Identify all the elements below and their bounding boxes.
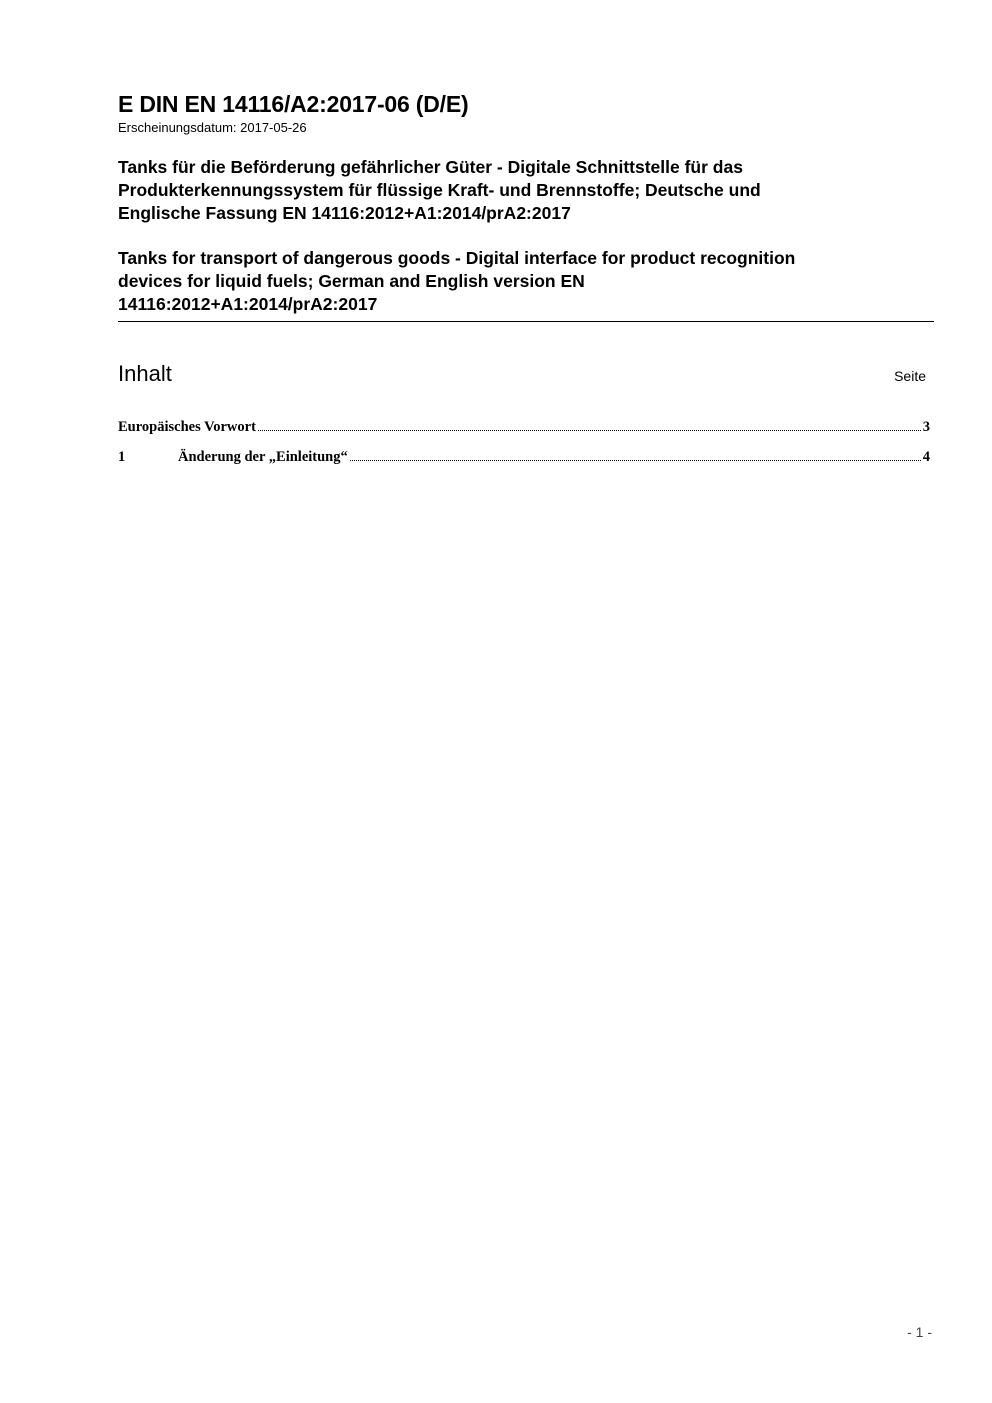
- toc-entry-page[interactable]: 4: [922, 449, 930, 465]
- english-title: [118, 247, 934, 316]
- english-title-line: Tanks for transport of dangerous goods - Digital interface for product recognition: [118, 248, 796, 268]
- header-divider: [118, 321, 934, 322]
- german-title-line: Produkterkennungssystem für flüssige Kraft- und Brennstoffe; Deutsche und: [118, 180, 761, 200]
- toc-entry[interactable]: [118, 417, 930, 437]
- english-title-line: devices for liquid fuels; German and English version EN: [118, 271, 585, 291]
- german-title: [118, 156, 934, 225]
- english-title-line: 14116:2012+A1:2014/prA2:2017: [118, 294, 378, 314]
- toc-entry-page[interactable]: 3: [922, 419, 930, 435]
- toc-heading: Inhalt: [118, 361, 172, 386]
- toc-dot-leader: [258, 430, 921, 431]
- table-of-contents: [118, 417, 930, 477]
- page-number: - 1 -: [907, 1324, 932, 1340]
- toc-entry-label[interactable]: Änderung der „Einleitung“: [178, 449, 348, 465]
- document-header: [118, 90, 934, 316]
- toc-entry-number: 1: [118, 449, 126, 465]
- toc-dot-leader: [350, 460, 921, 461]
- toc-entry[interactable]: [118, 447, 930, 467]
- toc-page-label: Seite: [894, 368, 926, 384]
- document-title: E DIN EN 14116/A2:2017-06 (D/E): [118, 91, 469, 117]
- german-title-line: Tanks für die Beförderung gefährlicher Güter - Digitale Schnittstelle für das: [118, 157, 743, 177]
- german-title-line: Englische Fassung EN 14116:2012+A1:2014/prA2:2017: [118, 203, 571, 223]
- toc-header: [118, 360, 926, 388]
- publication-date: Erscheinungsdatum: 2017-05-26: [118, 120, 307, 135]
- toc-entry-label[interactable]: Europäisches Vorwort: [118, 419, 256, 435]
